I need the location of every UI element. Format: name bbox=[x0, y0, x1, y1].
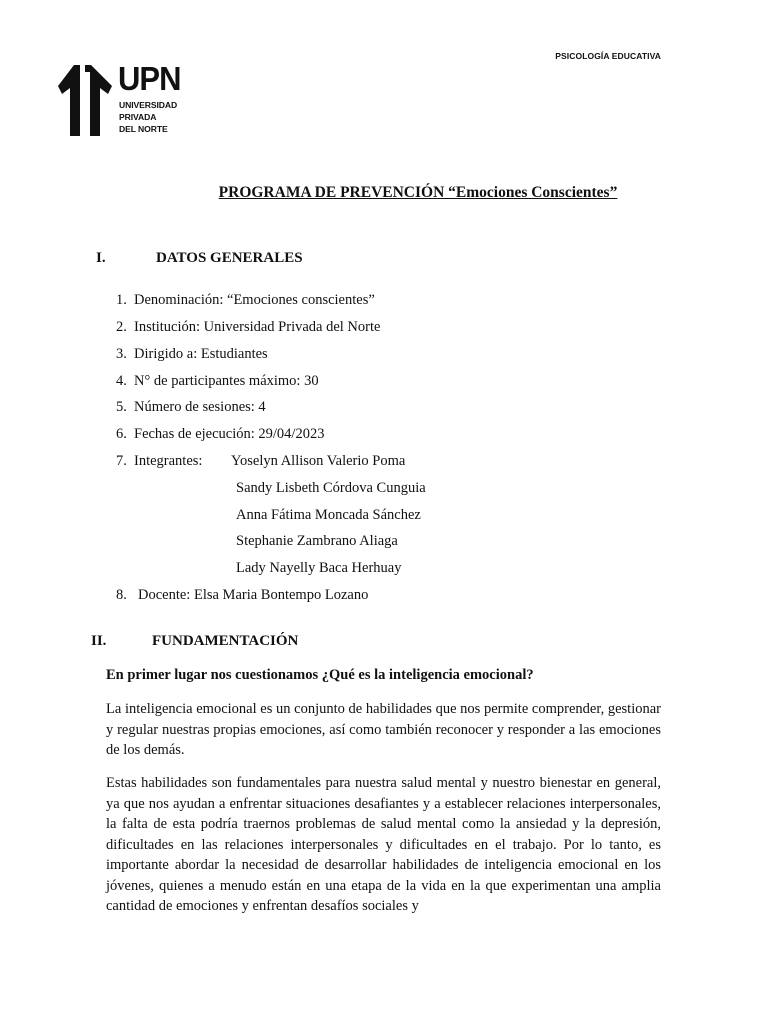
list-item-number: 6. bbox=[116, 426, 127, 442]
list-item-number: 5. bbox=[116, 399, 127, 415]
list-item-text: Denominación: “Emociones conscientes” bbox=[134, 292, 375, 308]
member-name: Anna Fátima Moncada Sánchez bbox=[236, 507, 421, 523]
list-item-number: 2. bbox=[116, 319, 127, 335]
list-item-text: Institución: Universidad Privada del Norte bbox=[134, 319, 381, 335]
list-item-number: 3. bbox=[116, 346, 127, 362]
logo-brand-text: UPN bbox=[118, 59, 181, 98]
header-department-label: PSICOLOGÍA EDUCATIVA bbox=[555, 51, 661, 61]
section-2-number: II. bbox=[91, 633, 107, 649]
list-item-text: Docente: Elsa Maria Bontempo Lozano bbox=[138, 587, 369, 603]
list-item-number: 7. bbox=[116, 453, 127, 469]
list-item-text: N° de participantes máximo: 30 bbox=[134, 373, 319, 389]
section-2-subheading: En primer lugar nos cuestionamos ¿Qué es la inteligencia emocional? bbox=[106, 667, 534, 683]
list-item-number: 1. bbox=[116, 292, 127, 308]
logo-sub-line: UNIVERSIDAD bbox=[119, 100, 178, 110]
document-title: PROGRAMA DE PREVENCIÓN “Emociones Conscientes” bbox=[218, 184, 618, 201]
list-item-text: Integrantes: bbox=[134, 453, 203, 469]
member-name: Sandy Lisbeth Córdova Cunguia bbox=[236, 480, 426, 496]
list-item-text: Dirigido a: Estudiantes bbox=[134, 346, 268, 362]
section-1-title: DATOS GENERALES bbox=[156, 250, 303, 266]
logo-sub-line: PRIVADA bbox=[119, 112, 157, 122]
member-name: Yoselyn Allison Valerio Poma bbox=[231, 453, 406, 469]
paragraph: Estas habilidades son fundamentales para nuestra salud mental y nuestro bienestar en general, ya que nos ayudan a enfrentar situaciones desafiantes y a establecer relaciones interpersonales, la falta de esta podría traernos problemas de salud mental como la ansiedad y la depresión, dificultades en las relaciones interpersonales y dificultades en el trabajo. Por lo tanto, es importante abordar la necesidad de desarrollar habilidades de inteligencia emocional en los jóvenes, quienes a menudo están en una etapa de la vida en la que experimentan una amplia cantidad de emociones y enfrentan desafíos sociales y bbox=[106, 775, 661, 914]
list-item-number: 4. bbox=[116, 373, 127, 389]
section-2-title: FUNDAMENTACIÓN bbox=[152, 633, 299, 649]
logo-sub-line: DEL NORTE bbox=[119, 124, 168, 134]
list-item-text: Número de sesiones: 4 bbox=[134, 399, 266, 415]
logo-subtitle bbox=[119, 99, 177, 135]
list-item-number: 8. bbox=[116, 587, 127, 603]
section-1-number: I. bbox=[96, 250, 106, 266]
upn-logo bbox=[58, 60, 188, 138]
member-name: Stephanie Zambrano Aliaga bbox=[236, 533, 398, 549]
member-name: Lady Nayelly Baca Herhuay bbox=[236, 560, 402, 576]
list-item-text: Fechas de ejecución: 29/04/2023 bbox=[134, 426, 325, 442]
upn-arrows-icon bbox=[58, 60, 118, 138]
paragraph: La inteligencia emocional es un conjunto de habilidades que nos permite comprender, gestionar y regular nuestras propias emociones, así como también reconocer y responder a las emociones de los demás. bbox=[106, 701, 661, 758]
